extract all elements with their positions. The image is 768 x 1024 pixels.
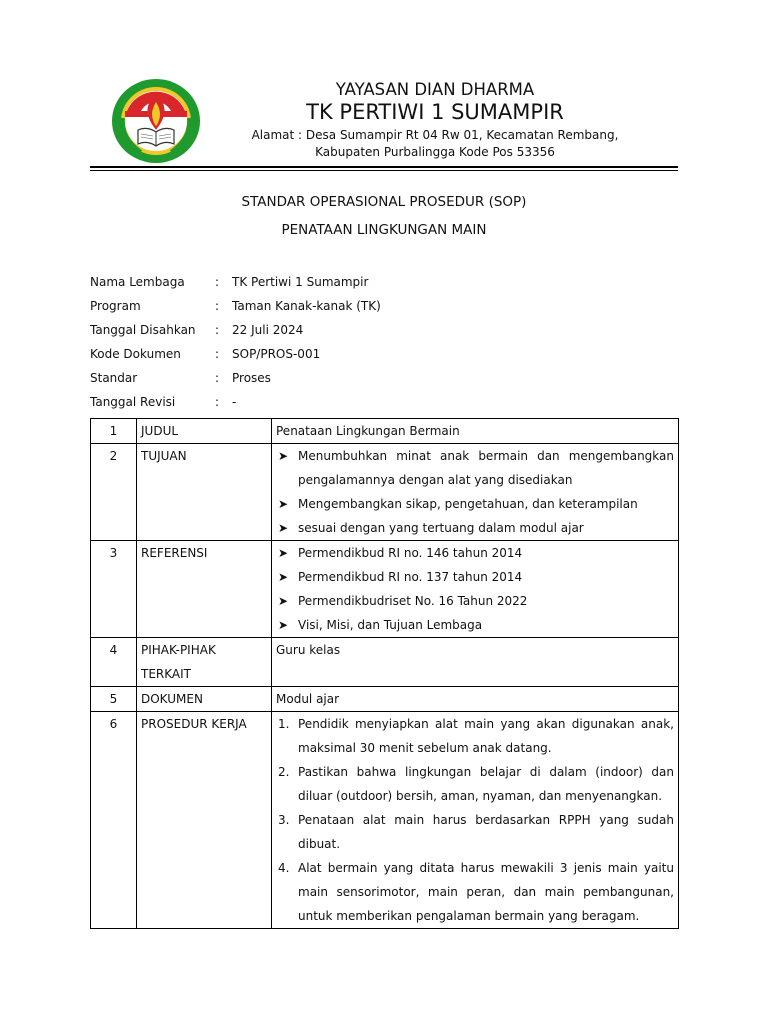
row-content bbox=[272, 444, 679, 541]
meta-colon: : bbox=[215, 299, 220, 313]
school-name: TK PERTIWI 1 SUMAMPIR bbox=[306, 100, 564, 124]
list-item-text: Permendikbud RI no. 146 tahun 2014 bbox=[298, 546, 523, 560]
table-row bbox=[91, 638, 679, 687]
row-content bbox=[272, 712, 679, 929]
address-line-2: Kabupaten Purbalingga Kode Pos 53356 bbox=[315, 145, 555, 159]
row-content bbox=[272, 541, 679, 638]
step-text: dibuat. bbox=[298, 837, 341, 851]
row-content: Guru kelas bbox=[272, 638, 679, 687]
table-row bbox=[91, 687, 679, 712]
header-divider-thin bbox=[90, 170, 678, 171]
list-item bbox=[276, 565, 674, 589]
row-number: 2 bbox=[91, 444, 137, 541]
meta-colon: : bbox=[215, 323, 220, 337]
meta-value: TK Pertiwi 1 Sumampir bbox=[232, 275, 369, 289]
document-subtitle: PENATAAN LINGKUNGAN MAIN bbox=[281, 222, 487, 238]
list-item-text: pengalamannya dengan alat yang disediakan bbox=[298, 473, 573, 487]
step-text: untuk memberikan pengalaman bermain yang beragam. bbox=[298, 909, 640, 923]
step-number: 3. bbox=[278, 813, 290, 827]
list-item bbox=[276, 856, 674, 928]
arrowhead-bullet-icon: ➤ bbox=[278, 618, 289, 632]
meta-colon: : bbox=[215, 347, 220, 361]
step-text: Alat bermain yang ditata harus mewakili 3 jenis main yaitu bbox=[298, 861, 674, 875]
meta-label: Tanggal Disahkan bbox=[90, 323, 196, 337]
bullet-list bbox=[276, 541, 674, 637]
step-text: Pastikan bahwa lingkungan belajar di dalam (indoor) dan bbox=[298, 765, 674, 779]
table-row bbox=[91, 712, 679, 929]
row-section: PROSEDUR KERJA bbox=[137, 712, 272, 929]
arrowhead-bullet-icon: ➤ bbox=[278, 449, 289, 463]
arrowhead-bullet-icon: ➤ bbox=[278, 521, 289, 535]
list-item-text: Permendikbud RI no. 137 tahun 2014 bbox=[298, 570, 523, 584]
step-number: 2. bbox=[278, 765, 290, 779]
step-text: Penataan alat main harus berdasarkan RPPH yang sudah bbox=[298, 813, 674, 827]
step-number: 1. bbox=[278, 717, 290, 731]
header-divider-thick bbox=[90, 166, 678, 168]
arrowhead-bullet-icon: ➤ bbox=[278, 497, 289, 511]
row-section: DOKUMEN bbox=[137, 687, 272, 712]
row-number: 1 bbox=[91, 419, 137, 444]
list-item bbox=[276, 541, 674, 565]
meta-value: Taman Kanak-kanak (TK) bbox=[232, 299, 381, 313]
list-item bbox=[276, 613, 674, 637]
row-number: 5 bbox=[91, 687, 137, 712]
document-title: STANDAR OPERASIONAL PROSEDUR (SOP) bbox=[241, 194, 527, 210]
meta-label: Tanggal Revisi bbox=[90, 395, 176, 409]
table-row bbox=[91, 419, 679, 444]
row-number: 3 bbox=[91, 541, 137, 638]
arrowhead-bullet-icon: ➤ bbox=[278, 570, 289, 584]
list-item bbox=[276, 589, 674, 613]
list-item-text: Menumbuhkan minat anak bermain dan mengembangkan bbox=[298, 449, 674, 463]
list-item bbox=[276, 444, 674, 492]
row-section: TUJUAN bbox=[137, 444, 272, 541]
list-item-text: Visi, Misi, dan Tujuan Lembaga bbox=[298, 618, 483, 632]
sop-table bbox=[90, 418, 679, 929]
row-section-line: TERKAIT bbox=[141, 667, 191, 681]
row-number: 4 bbox=[91, 638, 137, 687]
meta-label: Nama Lembaga bbox=[90, 275, 185, 289]
procedure-list bbox=[276, 712, 674, 928]
step-text: Pendidik menyiapkan alat main yang akan digunakan anak, bbox=[298, 717, 674, 731]
list-item-text: Permendikbudriset No. 16 Tahun 2022 bbox=[298, 594, 528, 608]
list-item bbox=[276, 516, 674, 540]
meta-label: Standar bbox=[90, 371, 138, 385]
row-content: Penataan Lingkungan Bermain bbox=[272, 419, 679, 444]
meta-colon: : bbox=[215, 275, 220, 289]
row-number: 6 bbox=[91, 712, 137, 929]
meta-colon: : bbox=[215, 395, 220, 409]
foundation-name: YAYASAN DIAN DHARMA bbox=[335, 80, 535, 99]
row-section: REFERENSI bbox=[137, 541, 272, 638]
table-row bbox=[91, 541, 679, 638]
address-line-1: Alamat : Desa Sumampir Rt 04 Rw 01, Kecamatan Rembang, bbox=[251, 128, 619, 142]
step-text: diluar (outdoor) bersih, aman, nyaman, dan menyenangkan. bbox=[298, 789, 663, 803]
list-item-text: sesuai dengan yang tertuang dalam modul ajar bbox=[298, 521, 584, 535]
meta-value: 22 Juli 2024 bbox=[232, 323, 304, 337]
table-row bbox=[91, 444, 679, 541]
meta-value: - bbox=[232, 395, 237, 409]
list-item bbox=[276, 712, 674, 760]
list-item bbox=[276, 492, 674, 516]
row-section: JUDUL bbox=[137, 419, 272, 444]
meta-colon: : bbox=[215, 371, 220, 385]
school-emblem-icon bbox=[111, 78, 201, 164]
bullet-list bbox=[276, 444, 674, 540]
arrowhead-bullet-icon: ➤ bbox=[278, 546, 289, 560]
meta-label: Program bbox=[90, 299, 141, 313]
step-number: 4. bbox=[278, 861, 290, 875]
meta-value: SOP/PROS-001 bbox=[232, 347, 321, 361]
row-section-line: PIHAK-PIHAK bbox=[141, 643, 216, 657]
row-section bbox=[137, 638, 272, 687]
step-text: maksimal 30 menit sebelum anak datang. bbox=[298, 741, 552, 755]
meta-value: Proses bbox=[232, 371, 271, 385]
arrowhead-bullet-icon: ➤ bbox=[278, 594, 289, 608]
row-content: Modul ajar bbox=[272, 687, 679, 712]
list-item-text: Mengembangkan sikap, pengetahuan, dan keterampilan bbox=[298, 497, 638, 511]
list-item bbox=[276, 808, 674, 856]
step-text: main sensorimotor, main peran, dan main pembangunan, bbox=[298, 885, 674, 899]
list-item bbox=[276, 760, 674, 808]
meta-label: Kode Dokumen bbox=[90, 347, 181, 361]
